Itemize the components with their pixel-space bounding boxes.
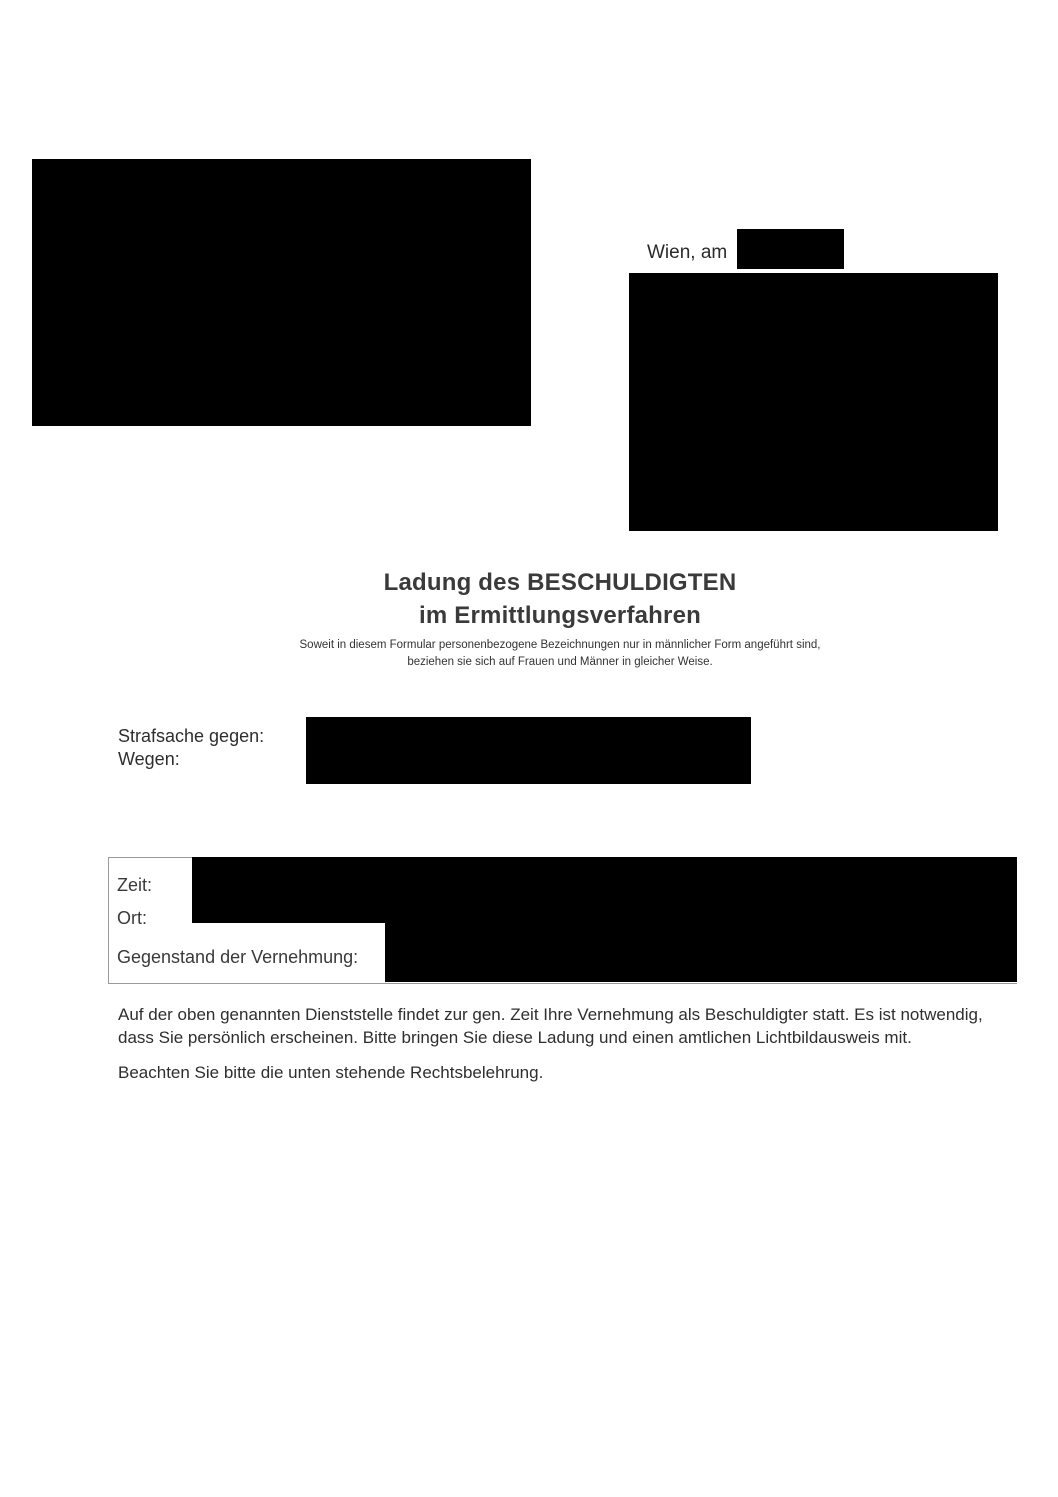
body-text <box>118 1003 1018 1084</box>
title-line-2: im Ermittlungsverfahren <box>419 602 701 629</box>
place-date-label: Wien, am <box>647 242 728 263</box>
redacted-summons-time-place <box>192 857 1017 923</box>
gender-note <box>0 637 1058 671</box>
redacted-summons-subject <box>385 921 1017 982</box>
summons-time-label: Zeit: <box>117 875 153 895</box>
gender-note-line-2: beziehen sie sich auf Frauen und Männer in gleicher Weise. <box>407 656 713 668</box>
document-title <box>0 566 1058 632</box>
redacted-date <box>737 229 844 269</box>
redacted-case-details <box>306 717 751 784</box>
body-paragraph-2: Beachten Sie bitte die unten stehende Rechtsbelehrung. <box>118 1063 544 1082</box>
case-reason-label: Wegen: <box>118 749 180 769</box>
title-line-1: Ladung des BESCHULDIGTEN <box>383 569 737 596</box>
summons-place-label: Ort: <box>117 908 147 928</box>
redacted-recipient-block <box>629 273 998 531</box>
body-paragraph-1: Auf der oben genannten Dienststelle findet zur gen. Zeit Ihre Vernehmung als Beschuldigter statt. Es ist notwendig, dass Sie persönlich erscheinen. Bitte bringen Sie diese Ladung und einen amtlichen Lichtbildausweis mit. <box>118 1005 983 1047</box>
case-against-label: Strafsache gegen: <box>118 726 265 746</box>
redacted-sender-block <box>32 159 531 426</box>
summons-subject-label: Gegenstand der Vernehmung: <box>117 947 359 967</box>
gender-note-line-1: Soweit in diesem Formular personenbezogene Bezeichnungen nur in männlicher Form angeführt sind, <box>299 639 821 651</box>
